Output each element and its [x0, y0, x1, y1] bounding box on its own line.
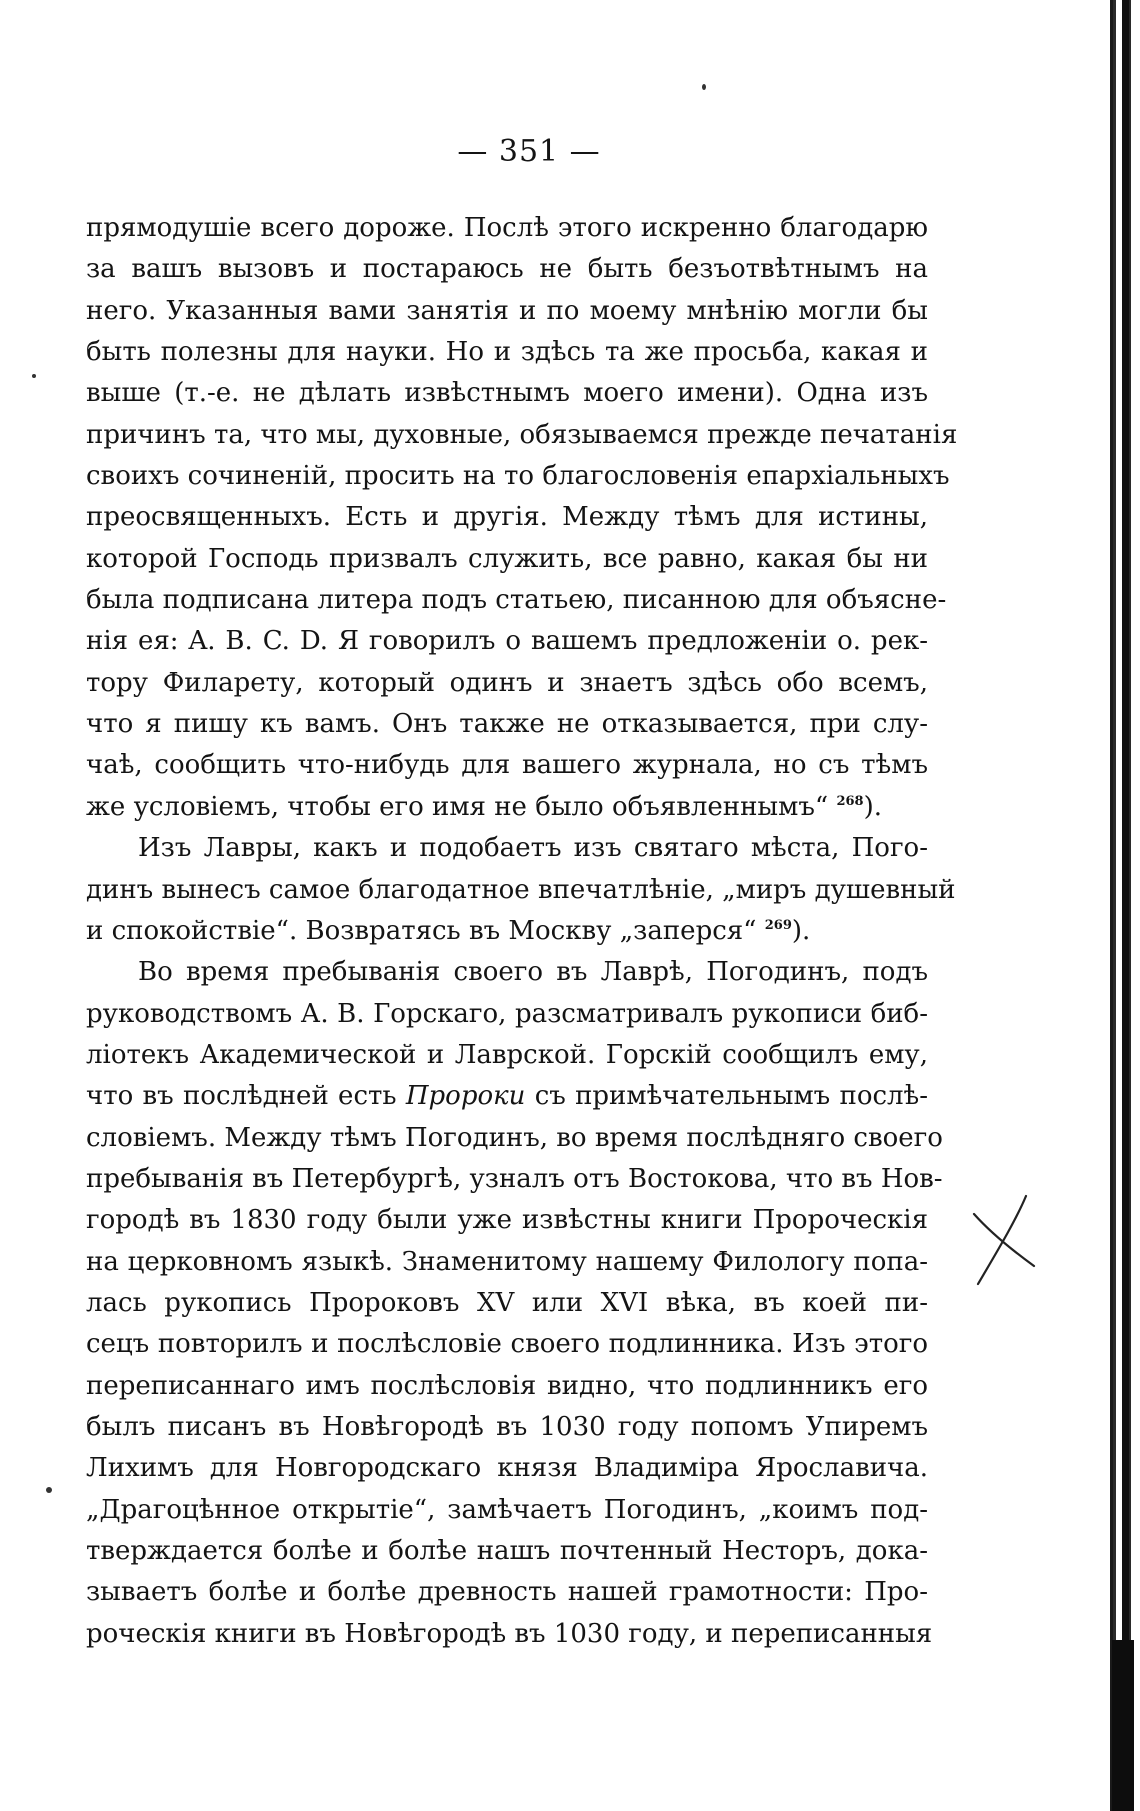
text-line: нія ея: A. B. C. D. Я говорилъ о вашемъ предложеніи о. рек- [86, 626, 928, 657]
text-line: выше (т.-е. не дѣлать извѣстнымъ моего имени). Одна изъ [86, 378, 928, 409]
text-line: что я пишу къ вамъ. Онъ также не отказывается, при слу- [86, 709, 928, 740]
text-line: словіемъ. Между тѣмъ Погодинъ, во время послѣдняго своего [86, 1122, 943, 1153]
text-line: тверждается болѣе и болѣе нашъ почтенный Несторъ, дока- [86, 1536, 928, 1566]
footnote-ref: 269 [764, 917, 792, 933]
body-text [86, 208, 958, 1655]
ink-speck [46, 1487, 52, 1493]
text-line: на церковномъ языкѣ. Знаменитому нашему Филологу попа- [86, 1246, 928, 1277]
text-line: была подписана литера подъ статьею, писанною для объясне- [86, 585, 947, 616]
text-line: динъ вынесъ самое благодатное впечатлѣніе, „миръ душевный [86, 874, 956, 905]
text-line: ліотекъ Академической и Лаврской. Горскій сообщилъ ему, [86, 1039, 928, 1070]
text-line: „Драгоцѣнное открытіе“, замѣчаетъ Погодинъ, „коимъ под- [86, 1494, 928, 1525]
page-spine-edge [1110, 0, 1131, 1811]
text-line: тору Филарету, который одинъ и знаетъ здѣсь обо всемъ, [86, 667, 928, 698]
text-line: преосвященныхъ. Есть и другія. Между тѣмъ для истины, [86, 502, 928, 533]
text-line: зываетъ болѣе и болѣе древность нашей грамотности: Про- [86, 1577, 928, 1608]
ink-speck [32, 374, 36, 378]
text-line: него. Указанныя вами занятія и по моему мнѣнію могли бы [86, 295, 928, 326]
italic-title: Пророки [405, 1081, 526, 1112]
text-line: что въ послѣдней есть Пророки съ примѣчательнымъ послѣ- [86, 1081, 929, 1112]
text-line: городѣ въ 1830 году были уже извѣстны книги Пророческія [86, 1205, 928, 1236]
text-line: сецъ повторилъ и послѣсловіе своего подлинника. Изъ этого [86, 1329, 928, 1360]
text-line: которой Господь призвалъ служить, все равно, какая бы ни [86, 543, 928, 574]
text-line: и спокойствіе“. Возвратясь въ Москву „заперся“ $^{269}$). [86, 915, 811, 946]
text-line: былъ писанъ въ Новѣгородѣ въ 1030 году попомъ Упиремъ [86, 1411, 928, 1442]
page-spine-shadow [1112, 1640, 1134, 1811]
page-number: — 351 — [457, 134, 601, 169]
text-line: за вашъ вызовъ и постараюсь не быть безъотвѣтнымъ на [86, 254, 928, 285]
text-line: лась рукопись Пророковъ XV или XVI вѣка, въ коей пи- [86, 1287, 928, 1318]
text-line: роческія книги въ Новѣгородѣ въ 1030 году, и переписанныя [86, 1618, 933, 1649]
text-line: быть полезны для науки. Но и здѣсь та же просьба, какая и [86, 337, 928, 368]
text-line: Лихимъ для Новгородскаго князя Владиміра Ярославича. [86, 1453, 928, 1484]
text-line: переписаннаго имъ послѣсловія видно, что подлинникъ его [86, 1370, 928, 1401]
text-line: Изъ Лавры, какъ и подобаетъ изъ святаго мѣста, Пого- [138, 833, 928, 864]
text-line: же условіемъ, чтобы его имя не было объявленнымъ“ $^{268}$). [86, 791, 883, 822]
text-line: чаѣ, сообщить что-нибудь для вашего журнала, но съ тѣмъ [86, 750, 928, 781]
text-line: руководствомъ А. В. Горскаго, разсматривалъ рукописи биб- [86, 998, 928, 1029]
handwritten-x-mark [968, 1192, 1038, 1288]
text-line: причинъ та, что мы, духовные, обязываемся прежде печатанія [86, 419, 958, 450]
text-line: своихъ сочиненій, просить на то благословенія епархіальныхъ [86, 461, 950, 492]
text-line: пребыванія въ Петербургѣ, узналъ отъ Востокова, что въ Нов- [86, 1163, 943, 1194]
text-line: Во время пребыванія своего въ Лаврѣ, Погодинъ, подъ [138, 957, 928, 988]
text-line: прямодушіе всего дороже. Послѣ этого искренно благодарю [86, 213, 928, 243]
footnote-ref: 268 [836, 793, 864, 809]
ink-speck [702, 84, 706, 90]
